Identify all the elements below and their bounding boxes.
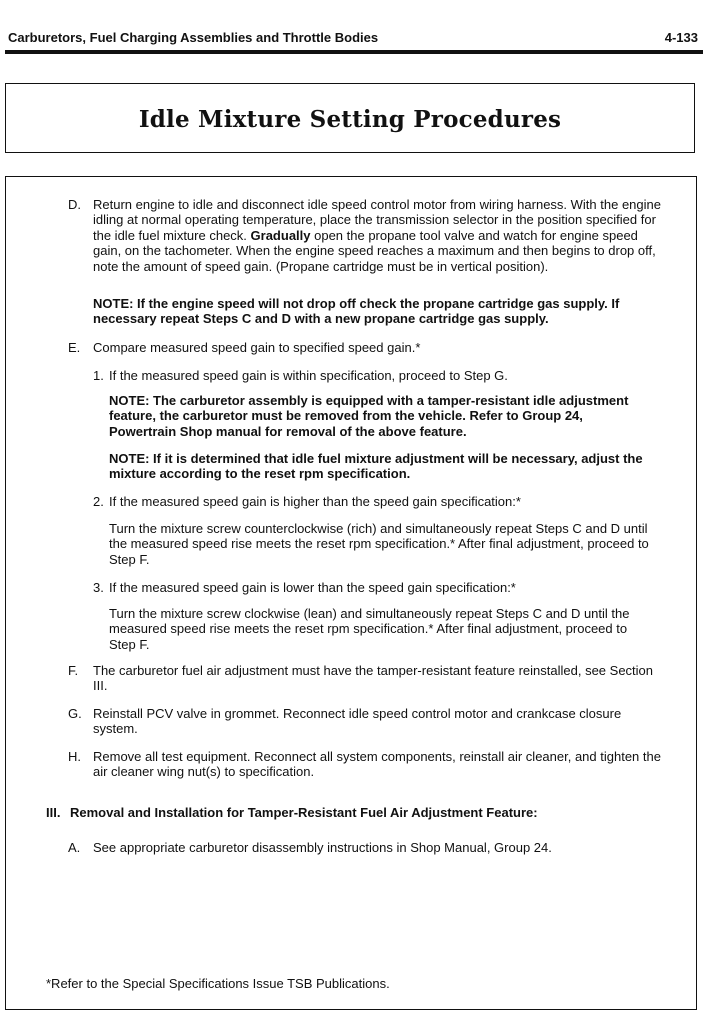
section-iii-label: III. [46, 805, 61, 820]
step-h-label: H. [68, 749, 81, 764]
page-title: Idle Mixture Setting Procedures [138, 106, 562, 133]
step-e2-label: 2. [93, 494, 104, 509]
page-number: 4-133 [664, 30, 698, 45]
step-e-label: E. [68, 340, 81, 355]
step-d-text-before: Return engine to idle and disconnect idle speed control motor from wiring harness. With the engine idling at normal operating temperature, place the transmission selector in the position specified for the idle fuel mixture check. [93, 197, 661, 243]
section-iii-step-a-label: A. [68, 840, 81, 855]
step-e1-label: 1. [93, 368, 104, 383]
footnote: *Refer to the Special Specifications Issue TSB Publications. [46, 976, 390, 991]
step-f-label: F. [68, 663, 79, 678]
step-g-label: G. [68, 706, 82, 721]
step-e1-note2: NOTE: If it is determined that idle fuel mixture adjustment will be necessary, adjust the mixture according to the reset rpm specification. [109, 451, 643, 482]
running-header [8, 30, 698, 48]
section-title: Carburetors, Fuel Charging Assemblies and Throttle Bodies [8, 30, 379, 45]
step-d-text-after: open the propane tool valve and watch for engine speed gain, on the tachometer. When the engine speed reaches a maximum and then begins to drop off, note the amount of speed gain. (Propane cartridge must be in vertical position). [93, 227, 656, 274]
title-box [5, 83, 695, 153]
step-e1-note1: NOTE: The carburetor assembly is equipped with a tamper-resistant idle adjustment feature, the carburetor must be removed from the vehicle. Refer to Group 24, Powertrain Shop manual for removal of the above feature. [109, 393, 629, 439]
header-rule [5, 50, 703, 54]
step-h-text: Remove all test equipment. Reconnect all system components, reinstall air cleaner, and tighten the air cleaner wing nut(s) to specification. [93, 749, 661, 780]
step-e-text: Compare measured speed gain to specified speed gain.* [93, 340, 421, 355]
step-e2-detail: Turn the mixture screw counterclockwise (rich) and simultaneously repeat Steps C and D until the measured speed rise meets the reset rpm specification.* After final adjustment, proceed to Step F. [109, 521, 649, 567]
step-e1-text: If the measured speed gain is within specification, proceed to Step G. [109, 368, 508, 383]
section-iii-title: Removal and Installation for Tamper-Resistant Fuel Air Adjustment Feature: [70, 805, 538, 820]
step-g-text: Reinstall PCV valve in grommet. Reconnect idle speed control motor and crankcase closure system. [93, 706, 622, 737]
step-d-bold-word: Gradually [250, 227, 311, 243]
step-e3-detail: Turn the mixture screw clockwise (lean) and simultaneously repeat Steps C and D until the measured speed rise meets the reset rpm specification.* After final adjustment, proceed to Step F. [109, 606, 630, 652]
step-f-text: The carburetor fuel air adjustment must have the tamper-resistant feature reinstalled, see Section III. [93, 663, 654, 694]
step-d-text [93, 197, 665, 274]
step-e2-text: If the measured speed gain is higher than the speed gain specification:* [109, 494, 521, 509]
step-d-note: NOTE: If the engine speed will not drop off check the propane cartridge gas supply. If necessary repeat Steps C and D with a new propane cartridge gas supply. [93, 296, 620, 327]
step-e3-label: 3. [93, 580, 104, 595]
step-d-label: D. [68, 197, 81, 212]
step-e3-text: If the measured speed gain is lower than the speed gain specification:* [109, 580, 516, 595]
section-iii-step-a-text: See appropriate carburetor disassembly instructions in Shop Manual, Group 24. [93, 840, 552, 855]
